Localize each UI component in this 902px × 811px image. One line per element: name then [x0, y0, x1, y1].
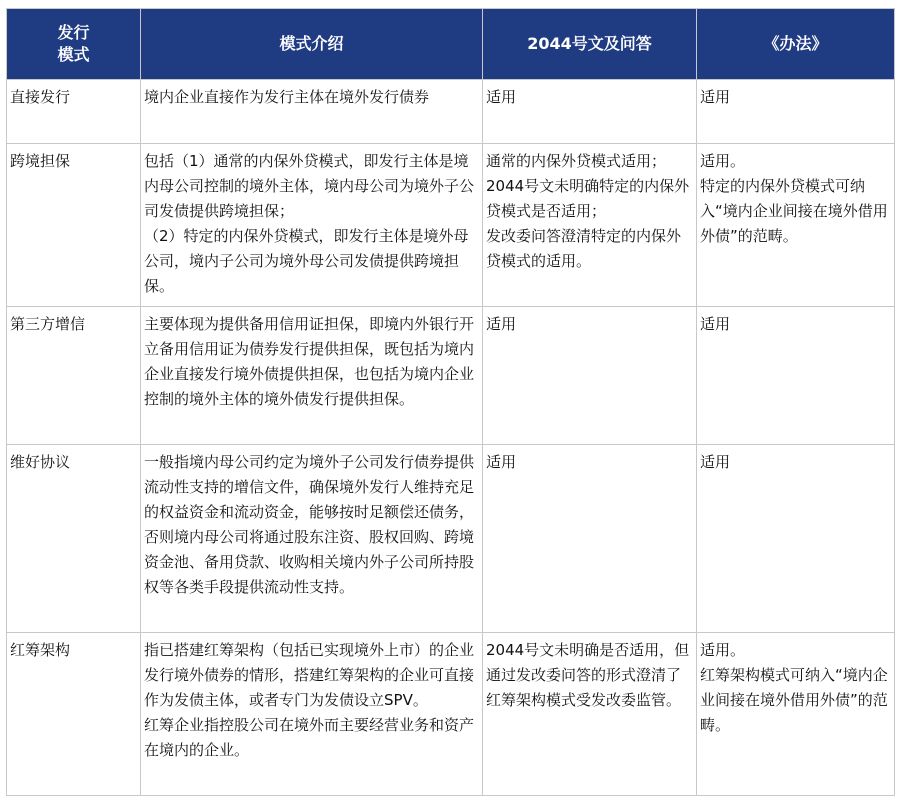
cell-intro: 包括（1）通常的内保外贷模式，即发行主体是境内母公司控制的境外主体，境内母公司为境外子公司发债提供跨境担保； （2）特定的内保外贷模式，即发行主体是境外母公司，境内子公司为境外母公司发债提供跨境担保。 — [141, 144, 483, 307]
cell-intro: 境内企业直接作为发行主体在境外发行债券 — [141, 80, 483, 144]
cell-doc-2044: 通常的内保外贷模式适用； 2044号文未明确特定的内保外贷模式是否适用； 发改委问答澄清特定的内保外贷模式的适用。 — [483, 144, 697, 307]
cell-mode: 直接发行 — [7, 80, 141, 144]
header-measures: 《办法》 — [697, 9, 895, 80]
cell-mode: 维好协议 — [7, 445, 141, 633]
table-row — [7, 445, 895, 633]
table-row — [7, 633, 895, 796]
cell-measures: 适用。 红筹架构模式可纳入“境内企业间接在境外借用外债”的范畴。 — [697, 633, 895, 796]
cell-measures: 适用。 特定的内保外贷模式可纳入“境内企业间接在境外借用外债”的范畴。 — [697, 144, 895, 307]
cell-intro: 主要体现为提供备用信用证担保，即境内外银行开立备用信用证为债券发行提供担保，既包括为境内企业直接发行境外债提供担保，也包括为境内企业控制的境外主体的境外债发行提供担保。 — [141, 307, 483, 445]
cell-measures: 适用 — [697, 80, 895, 144]
cell-intro: 一般指境内母公司约定为境外子公司发行债券提供流动性支持的增信文件，确保境外发行人维持充足的权益资金和流动资金，能够按时足额偿还债务，否则境内母公司将通过股东注资、股权回购、跨境资金池、备用贷款、收购相关境内外子公司所持股权等各类手段提供流动性支持。 — [141, 445, 483, 633]
header-row — [7, 9, 895, 80]
cell-measures: 适用 — [697, 445, 895, 633]
cell-doc-2044: 2044号文未明确是否适用，但通过发改委问答的形式澄清了红筹架构模式受发改委监管。 — [483, 633, 697, 796]
header-mode-intro: 模式介绍 — [141, 9, 483, 80]
header-doc-2044: 2044号文及问答 — [483, 9, 697, 80]
cell-mode: 红筹架构 — [7, 633, 141, 796]
table-row — [7, 80, 895, 144]
header-issuance-mode: 发行 模式 — [7, 9, 141, 80]
table-row — [7, 307, 895, 445]
cell-doc-2044: 适用 — [483, 307, 697, 445]
cell-intro: 指已搭建红筹架构（包括已实现境外上市）的企业发行境外债券的情形，搭建红筹架构的企业可直接作为发债主体，或者专门为发债设立SPV。 红筹企业指控股公司在境外而主要经营业务和资产在境内的企业。 — [141, 633, 483, 796]
cell-measures: 适用 — [697, 307, 895, 445]
comparison-table — [6, 8, 895, 796]
cell-mode: 第三方增信 — [7, 307, 141, 445]
cell-doc-2044: 适用 — [483, 445, 697, 633]
cell-mode: 跨境担保 — [7, 144, 141, 307]
cell-doc-2044: 适用 — [483, 80, 697, 144]
table-row — [7, 144, 895, 307]
